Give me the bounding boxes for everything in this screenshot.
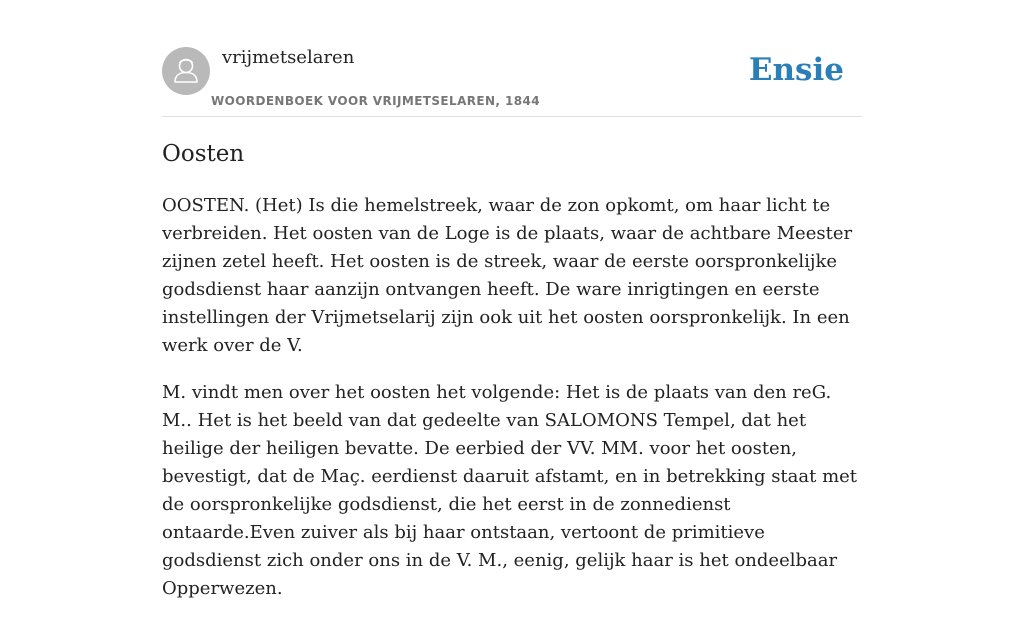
- source-name-link[interactable]: vrijmetselaren: [222, 47, 355, 68]
- source-subtitle: WOORDENBOEK VOOR VRIJMETSELAREN, 1844: [211, 94, 540, 108]
- avatar[interactable]: [162, 47, 210, 95]
- user-silhouette-icon: [162, 47, 210, 95]
- article-paragraph: M. vindt men over het oosten het volgende: Het is de plaats van den reG. M.. Het is het beeld van dat gedeelte van SALOMONS Tempel, dat het heilige der heiligen bevatte. De eerbied der VV. MM. voor het oosten, bevestigt, dat de Maç. eerdienst daaruit afstamt, en in betrekking staat met de oorspronkelijke godsdienst, die het eerst in de zonnedienst ontaarde.Even zuiver als bij haar ontstaan, vertoont de primitieve godsdienst zich onder ons in de V. M., eenig, gelijk haar is het ondeelbaar Opperwezen.: [162, 382, 858, 599]
- page-title: Oosten: [162, 141, 245, 167]
- ensie-logo[interactable]: Ensie: [748, 52, 844, 88]
- article-header: [162, 46, 862, 117]
- article-body: [162, 192, 862, 622]
- article-paragraph: OOSTEN. (Het) Is die hemelstreek, waar de zon opkomt, om haar licht te verbreiden. Het oosten van de Loge is de plaats, waar de achtbare Meester zijnen zetel heeft. Het oosten is de streek, waar de eerste oorspronkelijke godsdienst haar aanzijn ontvangen heeft. De ware inrigtingen en eerste instellingen der Vrijmetselarij zijn ook uit het oosten oorspronkelijk. In een werk over de V.: [162, 195, 853, 356]
